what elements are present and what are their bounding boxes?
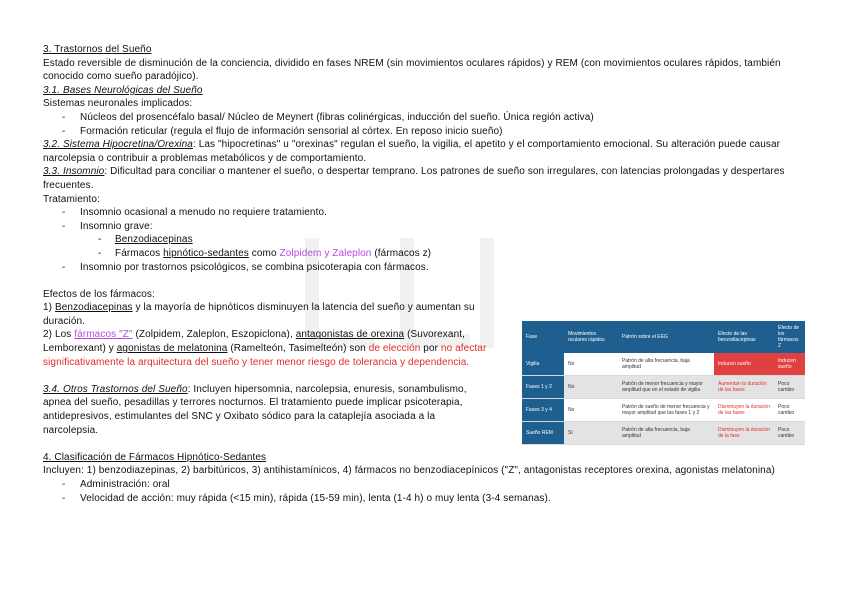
table-cell: Patrón de alta frecuencia, baja amplitud [618, 353, 714, 376]
list-item: - Velocidad de acción: muy rápida (<15 min), rápida (15-59 min), lenta (1-4 h) o muy lenta (3-4 semanas). [62, 492, 551, 504]
table-cell: Patrón de alta frecuencia, baja amplitud [618, 422, 714, 445]
table-header-cell: Movimientos oculares rápidos [564, 321, 618, 353]
z-drugs-link[interactable]: fármacos "Z" [74, 329, 133, 341]
section-3-intro: Estado reversible de disminución de la conciencia, dividido en fases NREM (sin movimientos oculares rápidos) y REM (con movimientos oculares rápidos, también conocido como sueño paradójico). [43, 57, 781, 83]
table-cell: Sueño REM [522, 422, 564, 445]
table-cell: Inducen sueño [774, 353, 805, 376]
table-cell: Disminuyen la duración de las fases [714, 399, 774, 422]
table-cell: Patrón de sueño de menor frecuencia y mayor amplitud que las fases 1 y 2 [618, 399, 714, 422]
table-row [522, 353, 805, 376]
section-4-intro: Incluyen: 1) benzodiazepinas, 2) barbitúricos, 3) antihistamínicos, 4) fármacos no benzodiacepínicos ("Z", antagonistas receptores orexina, agonistas melatonina) [43, 465, 775, 477]
section-3-4-title: 3.4. Otros Trastornos del Sueño [43, 383, 188, 395]
effects-title: Efectos de los fármacos: [43, 288, 155, 300]
table-cell: No [564, 353, 618, 376]
section-3-3: 3.3. Insomnio: Dificultad para conciliar o mantener el sueño, o despertar temprano. Los patrones de sueño son irregulares, con latencias prolongadas y despertares frecuentes. [43, 166, 785, 191]
table-cell: Fases 1 y 2 [522, 376, 564, 399]
treatment-label: Tratamiento: [43, 193, 100, 205]
table-row [522, 399, 805, 422]
effects-item-2: 2) Los fármacos "Z" (Zolpidem, Zaleplon, Eszopiclona), antagonistas de orexina (Suvorexant, Lemborexant) y agonistas de melatonina (Ramelteón, Tasimelteón) son de elección por no afectar significativamente la arquitectura del sueño y tener menor riesgo de tolerancia y dependencia. [43, 329, 487, 368]
sleep-phases-table [522, 321, 805, 445]
list-item: - Insomnio grave: [62, 220, 153, 232]
table-cell: Patrón de menor frecuencia y mayor amplitud que en el estado de vigilia [618, 376, 714, 399]
effects-item-1: 1) Benzodiacepinas y la mayoría de hipnóticos disminuyen la latencia del sueño y aumentan su duración. [43, 302, 475, 327]
table-cell: Poco cambio [774, 376, 805, 399]
table-cell: Fases 3 y 4 [522, 399, 564, 422]
table-cell: Poco cambio [774, 422, 805, 445]
table-cell: Sí [564, 422, 618, 445]
section-3-4: 3.4. Otros Trastornos del Sueño: Incluyen hipersomnia, narcolepsia, enuresis, sonambulismo, apnea del sueño, pesadillas y terrores nocturnos. El tratamiento puede implicar psicoterapia, antidepresivos, estimulantes del SNC y Oxibato sódico para la cataplejía asociada a la narcolepsia. [43, 383, 467, 436]
table-row [522, 422, 805, 445]
list-item: - Administración: oral [62, 479, 170, 490]
table-cell: No [564, 399, 618, 422]
list-item: - Insomnio por trastornos psicológicos, se combina psicoterapia con fármacos. [62, 261, 429, 273]
list-item: - Formación reticular (regula el flujo de información sensorial al córtex. En reposo inicio sueño) [62, 125, 503, 137]
table-cell: Inducen sueño [714, 353, 774, 376]
table-cell: Poco cambio [774, 399, 805, 422]
table-row [522, 376, 805, 399]
table-header-cell: Patrón sobre el EEG [618, 321, 714, 353]
table-header-row [522, 321, 805, 353]
table-cell: Vigilia [522, 353, 564, 376]
section-3-3-title: 3.3. Insomnio [43, 166, 105, 178]
table-cell: Aumentan la duración de las fases [714, 376, 774, 399]
table-header-cell: Fase [522, 321, 564, 353]
section-3-2-title: 3.2. Sistema Hipocretina/Orexina [43, 139, 193, 151]
sub-list-item: - Benzodiacepinas [98, 234, 193, 246]
list-item: - Insomnio ocasional a menudo no requiere tratamiento. [62, 207, 328, 219]
section-4-title: 4. Clasificación de Fármacos Hipnótico-Sedantes [43, 451, 267, 463]
section-3-title: 3. Trastornos del Sueño [43, 44, 152, 55]
section-3-1-title: 3.1. Bases Neurológicas del Sueño [43, 84, 203, 96]
table-cell: No [564, 376, 618, 399]
systems-label: Sistemas neuronales implicados: [43, 98, 193, 110]
table-header-cell: Efecto de los fármacos Z [774, 321, 805, 353]
table-cell: Disminuyen la duración de la fase [714, 422, 774, 445]
sub-list-item: - Fármacos hipnótico-sedantes como Zolpidem y Zaleplon (fármacos z) [98, 247, 432, 259]
list-item: - Núcleos del prosencéfalo basal/ Núcleo de Meynert (fibras colinérgicas, inducción del sueño. Única región activa) [62, 111, 594, 123]
section-3-2: 3.2. Sistema Hipocretina/Orexina: Las "hipocretinas" u "orexinas" regulan el sueño, la vigilia, el apetito y el comportamiento emocional. Su alteración puede causar narcolepsia o contribuir a problemas metabólicos y de comportamiento. [43, 139, 781, 164]
table-header-cell: Efecto de las benzodiacepinas [714, 321, 774, 353]
